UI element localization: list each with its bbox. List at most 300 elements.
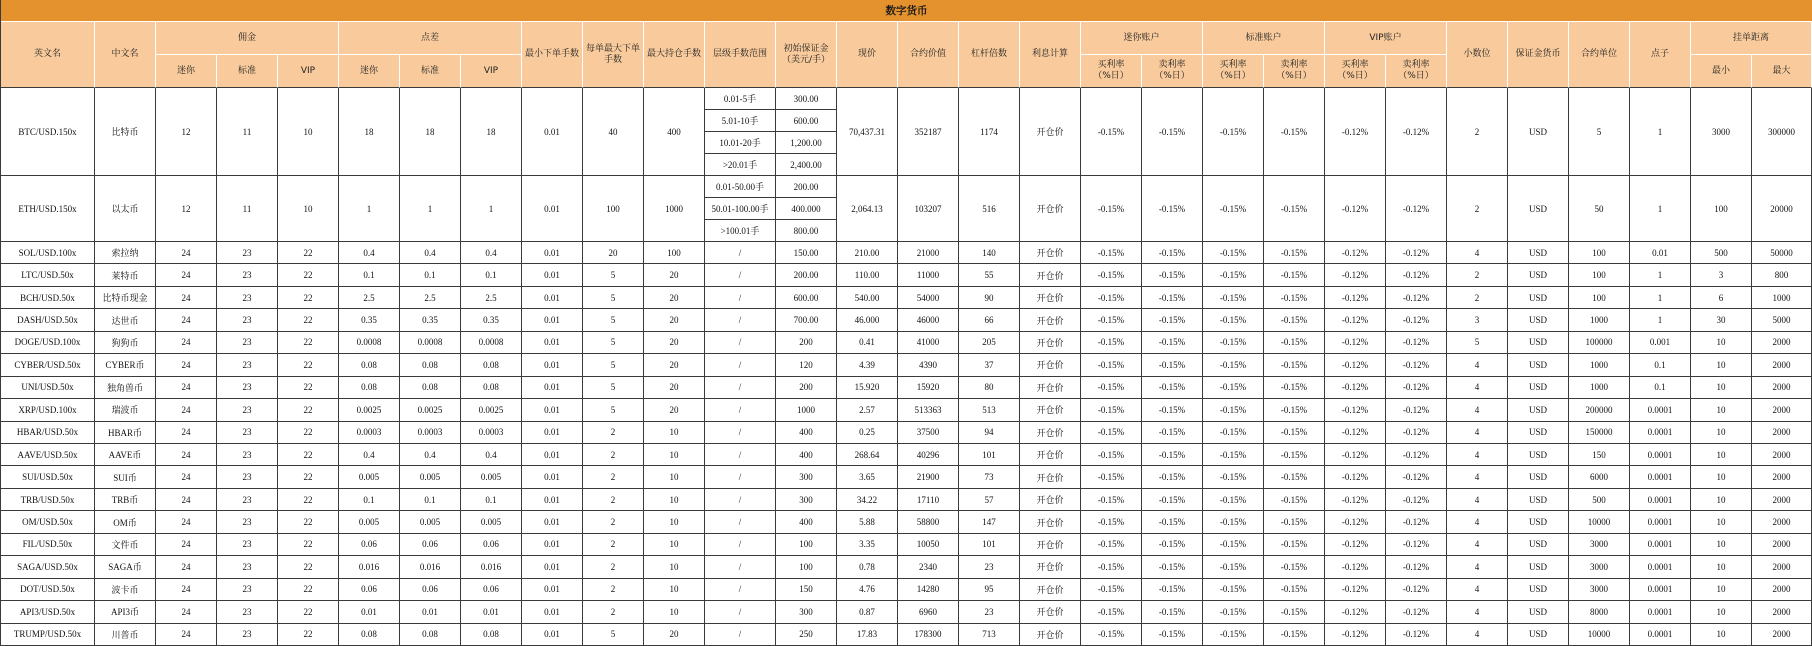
contract-value-cell: 14280 [898, 579, 959, 601]
commission-mini-cell: 24 [156, 242, 217, 264]
vip-sell-rate-cell: -0.12% [1386, 377, 1447, 399]
mini-sell-rate-cell: -0.15% [1142, 534, 1203, 556]
contract-value-cell: 40296 [898, 444, 959, 466]
initial-margin-cell: 250 [776, 624, 837, 646]
initial-margin-cell: 800.00 [776, 220, 837, 242]
interest-calc-cell: 开仓价 [1020, 466, 1081, 488]
symbol-cell: UNI/USD.50x [1, 377, 95, 399]
interest-calc-cell: 开仓价 [1020, 354, 1081, 376]
spread-standard-cell: 0.0008 [400, 332, 461, 354]
header-buy-rate-label: 买利率 [1219, 60, 1247, 71]
min-lots-cell: 0.01 [522, 466, 583, 488]
standard-buy-rate-cell: -0.15% [1203, 377, 1264, 399]
symbol-cell: FIL/USD.50x [1, 534, 95, 556]
max-position-cell: 10 [644, 556, 705, 578]
header-commission-standard: 标准 [217, 55, 278, 88]
vip-buy-rate-cell: -0.12% [1325, 287, 1386, 309]
mini-sell-rate-cell: -0.15% [1142, 579, 1203, 601]
spread-vip-cell: 0.005 [461, 466, 522, 488]
min-lots-cell: 0.01 [522, 534, 583, 556]
leverage-cell: 90 [959, 287, 1020, 309]
pip-cell: 0.0001 [1630, 466, 1691, 488]
symbol-cell: LTC/USD.50x [1, 264, 95, 286]
chinese-name-cell: 川普币 [95, 624, 156, 646]
tier-range-cell: / [705, 601, 776, 623]
mini-buy-rate-cell: -0.15% [1081, 264, 1142, 286]
chinese-name-cell: 独角兽币 [95, 377, 156, 399]
pending-min-cell: 10 [1691, 556, 1752, 578]
decimals-cell: 2 [1447, 287, 1508, 309]
standard-sell-rate-cell: -0.15% [1264, 466, 1325, 488]
spread-standard-cell: 0.08 [400, 624, 461, 646]
mini-buy-rate-cell: -0.15% [1081, 444, 1142, 466]
contract-unit-cell: 50 [1569, 176, 1630, 242]
standard-sell-rate-cell: -0.15% [1264, 176, 1325, 242]
interest-calc-cell: 开仓价 [1020, 511, 1081, 533]
standard-buy-rate-cell: -0.15% [1203, 242, 1264, 264]
commission-standard-cell: 23 [217, 354, 278, 376]
chinese-name-cell: 瑞波币 [95, 399, 156, 421]
interest-calc-cell: 开仓价 [1020, 489, 1081, 511]
max-position-cell: 10 [644, 422, 705, 444]
symbol-cell: TRB/USD.50x [1, 489, 95, 511]
symbol-cell: CYBER/USD.50x [1, 354, 95, 376]
spread-mini-cell: 0.005 [339, 511, 400, 533]
leverage-cell: 101 [959, 444, 1020, 466]
min-lots-cell: 0.01 [522, 579, 583, 601]
mini-sell-rate-cell: -0.15% [1142, 332, 1203, 354]
mini-buy-rate-cell: -0.15% [1081, 534, 1142, 556]
leverage-cell: 95 [959, 579, 1020, 601]
pip-cell: 0.0001 [1630, 579, 1691, 601]
initial-margin-cell: 300 [776, 466, 837, 488]
vip-sell-rate-cell: -0.12% [1386, 354, 1447, 376]
commission-standard-cell: 23 [217, 511, 278, 533]
decimals-cell: 4 [1447, 466, 1508, 488]
commission-standard-cell: 23 [217, 579, 278, 601]
chinese-name-cell: 达世币 [95, 309, 156, 331]
initial-margin-cell: 100 [776, 556, 837, 578]
vip-buy-rate-cell: -0.12% [1325, 579, 1386, 601]
contract-unit-cell: 100000 [1569, 332, 1630, 354]
max-position-cell: 1000 [644, 176, 705, 242]
mini-sell-rate-cell: -0.15% [1142, 511, 1203, 533]
tier-range-cell: / [705, 489, 776, 511]
spread-vip-cell: 0.08 [461, 354, 522, 376]
pending-min-cell: 10 [1691, 399, 1752, 421]
tier-range-cell: / [705, 399, 776, 421]
commission-vip-cell: 22 [278, 466, 339, 488]
vip-buy-rate-cell: -0.12% [1325, 399, 1386, 421]
max-position-cell: 20 [644, 332, 705, 354]
tier-range-cell: / [705, 579, 776, 601]
vip-sell-rate-cell: -0.12% [1386, 422, 1447, 444]
leverage-cell: 55 [959, 264, 1020, 286]
interest-calc-cell: 开仓价 [1020, 264, 1081, 286]
symbol-cell: SUI/USD.50x [1, 466, 95, 488]
symbol-cell: OM/USD.50x [1, 511, 95, 533]
standard-buy-rate-cell: -0.15% [1203, 287, 1264, 309]
header-sell-rate-label: 卖利率 [1158, 60, 1186, 71]
mini-sell-rate-cell: -0.15% [1142, 422, 1203, 444]
contract-value-cell: 41000 [898, 332, 959, 354]
mini-sell-rate-cell: -0.15% [1142, 287, 1203, 309]
vip-buy-rate-cell: -0.12% [1325, 377, 1386, 399]
symbol-cell: DOGE/USD.100x [1, 332, 95, 354]
standard-sell-rate-cell: -0.15% [1264, 534, 1325, 556]
chinese-name-cell: 比特币现金 [95, 287, 156, 309]
min-lots-cell: 0.01 [522, 264, 583, 286]
leverage-cell: 516 [959, 176, 1020, 242]
pip-cell: 0.0001 [1630, 399, 1691, 421]
vip-sell-rate-cell: -0.12% [1386, 88, 1447, 176]
initial-margin-cell: 100 [776, 534, 837, 556]
pending-min-cell: 10 [1691, 489, 1752, 511]
header-standard-buy-rate [1203, 55, 1264, 88]
margin-currency-cell: USD [1508, 354, 1569, 376]
mini-sell-rate-cell: -0.15% [1142, 466, 1203, 488]
commission-standard-cell: 23 [217, 264, 278, 286]
tier-range-cell: / [705, 377, 776, 399]
commission-standard-cell: 23 [217, 601, 278, 623]
max-position-cell: 20 [644, 377, 705, 399]
standard-sell-rate-cell: -0.15% [1264, 444, 1325, 466]
leverage-cell: 205 [959, 332, 1020, 354]
min-lots-cell: 0.01 [522, 422, 583, 444]
margin-currency-cell: USD [1508, 579, 1569, 601]
spread-standard-cell: 0.1 [400, 489, 461, 511]
leverage-cell: 37 [959, 354, 1020, 376]
header-rate-unit: （%日） [1398, 71, 1434, 81]
header-rate-unit: （%日） [1337, 71, 1373, 81]
vip-sell-rate-cell: -0.12% [1386, 309, 1447, 331]
min-lots-cell: 0.01 [522, 176, 583, 242]
commission-vip-cell: 22 [278, 332, 339, 354]
standard-sell-rate-cell: -0.15% [1264, 309, 1325, 331]
commission-mini-cell: 24 [156, 466, 217, 488]
margin-currency-cell: USD [1508, 242, 1569, 264]
contract-unit-cell: 150 [1569, 444, 1630, 466]
contract-value-cell: 21000 [898, 242, 959, 264]
symbol-cell: HBAR/USD.50x [1, 422, 95, 444]
commission-vip-cell: 10 [278, 176, 339, 242]
decimals-cell: 4 [1447, 579, 1508, 601]
decimals-cell: 4 [1447, 444, 1508, 466]
pending-max-cell: 800 [1752, 264, 1812, 286]
contract-unit-cell: 8000 [1569, 601, 1630, 623]
pip-cell: 0.01 [1630, 242, 1691, 264]
symbol-cell: AAVE/USD.50x [1, 444, 95, 466]
spread-standard-cell: 0.005 [400, 466, 461, 488]
header-vip-sell-rate [1386, 55, 1447, 88]
max-per-order-cell: 2 [583, 444, 644, 466]
tier-range-cell: / [705, 422, 776, 444]
interest-calc-cell: 开仓价 [1020, 556, 1081, 578]
interest-calc-cell: 开仓价 [1020, 601, 1081, 623]
pip-cell: 0.0001 [1630, 489, 1691, 511]
price-cell: 2,064.13 [837, 176, 898, 242]
mini-buy-rate-cell: -0.15% [1081, 242, 1142, 264]
decimals-cell: 2 [1447, 176, 1508, 242]
pending-min-cell: 10 [1691, 377, 1752, 399]
max-per-order-cell: 2 [583, 511, 644, 533]
vip-sell-rate-cell: -0.12% [1386, 242, 1447, 264]
pip-cell: 1 [1630, 309, 1691, 331]
tier-range-cell: / [705, 466, 776, 488]
header-leverage: 杠杆倍数 [959, 22, 1020, 88]
contract-value-cell: 17110 [898, 489, 959, 511]
spread-standard-cell: 1 [400, 176, 461, 242]
vip-buy-rate-cell: -0.12% [1325, 444, 1386, 466]
max-per-order-cell: 5 [583, 287, 644, 309]
mini-buy-rate-cell: -0.15% [1081, 511, 1142, 533]
pending-max-cell: 5000 [1752, 309, 1812, 331]
symbol-cell: SAGA/USD.50x [1, 556, 95, 578]
price-cell: 0.25 [837, 422, 898, 444]
min-lots-cell: 0.01 [522, 309, 583, 331]
interest-calc-cell: 开仓价 [1020, 377, 1081, 399]
max-per-order-cell: 100 [583, 176, 644, 242]
max-position-cell: 20 [644, 309, 705, 331]
vip-buy-rate-cell: -0.12% [1325, 534, 1386, 556]
header-min-lots: 最小下单手数 [522, 22, 583, 88]
initial-margin-cell: 600.00 [776, 110, 837, 132]
pending-max-cell: 300000 [1752, 88, 1812, 176]
pending-max-cell: 50000 [1752, 242, 1812, 264]
header-english-name: 英文名 [1, 22, 95, 88]
initial-margin-cell: 2,400.00 [776, 154, 837, 176]
contract-unit-cell: 3000 [1569, 556, 1630, 578]
standard-sell-rate-cell: -0.15% [1264, 624, 1325, 646]
price-cell: 2.57 [837, 399, 898, 421]
standard-sell-rate-cell: -0.15% [1264, 556, 1325, 578]
spread-standard-cell: 0.01 [400, 601, 461, 623]
header-max-per-order: 每单最大下单手数 [583, 22, 644, 88]
pending-min-cell: 10 [1691, 466, 1752, 488]
pip-cell: 0.0001 [1630, 556, 1691, 578]
standard-buy-rate-cell: -0.15% [1203, 88, 1264, 176]
spread-standard-cell: 0.4 [400, 444, 461, 466]
contract-value-cell: 46000 [898, 309, 959, 331]
vip-buy-rate-cell: -0.12% [1325, 242, 1386, 264]
initial-margin-cell: 300 [776, 601, 837, 623]
header-vip-account: VIP账户 [1325, 22, 1447, 55]
chinese-name-cell: AAVE币 [95, 444, 156, 466]
contract-unit-cell: 3000 [1569, 534, 1630, 556]
leverage-cell: 513 [959, 399, 1020, 421]
commission-vip-cell: 22 [278, 444, 339, 466]
commission-mini-cell: 24 [156, 624, 217, 646]
header-rate-unit: （%日） [1276, 71, 1312, 81]
commission-vip-cell: 22 [278, 556, 339, 578]
spread-standard-cell: 0.35 [400, 309, 461, 331]
vip-sell-rate-cell: -0.12% [1386, 466, 1447, 488]
chinese-name-cell: OM币 [95, 511, 156, 533]
vip-buy-rate-cell: -0.12% [1325, 466, 1386, 488]
price-cell: 34.22 [837, 489, 898, 511]
pending-max-cell: 2000 [1752, 466, 1812, 488]
header-pip: 点子 [1630, 22, 1691, 88]
decimals-cell: 4 [1447, 399, 1508, 421]
margin-currency-cell: USD [1508, 444, 1569, 466]
spread-vip-cell: 0.08 [461, 377, 522, 399]
initial-margin-cell: 400 [776, 511, 837, 533]
symbol-cell: XRP/USD.100x [1, 399, 95, 421]
initial-margin-cell: 120 [776, 354, 837, 376]
min-lots-cell: 0.01 [522, 601, 583, 623]
contract-value-cell: 10050 [898, 534, 959, 556]
spread-mini-cell: 0.0025 [339, 399, 400, 421]
commission-vip-cell: 22 [278, 601, 339, 623]
contract-value-cell: 103207 [898, 176, 959, 242]
header-pending-min: 最小 [1691, 55, 1752, 88]
price-cell: 4.39 [837, 354, 898, 376]
contract-value-cell: 21900 [898, 466, 959, 488]
price-cell: 0.87 [837, 601, 898, 623]
pip-cell: 1 [1630, 88, 1691, 176]
contract-unit-cell: 10000 [1569, 511, 1630, 533]
price-cell: 46.000 [837, 309, 898, 331]
max-per-order-cell: 2 [583, 556, 644, 578]
contract-unit-cell: 1000 [1569, 354, 1630, 376]
leverage-cell: 73 [959, 466, 1020, 488]
leverage-cell: 23 [959, 556, 1020, 578]
standard-sell-rate-cell: -0.15% [1264, 264, 1325, 286]
commission-mini-cell: 24 [156, 399, 217, 421]
standard-sell-rate-cell: -0.15% [1264, 354, 1325, 376]
spread-standard-cell: 0.1 [400, 264, 461, 286]
price-cell: 110.00 [837, 264, 898, 286]
header-rate-unit: （%日） [1215, 71, 1251, 81]
contract-value-cell: 6960 [898, 601, 959, 623]
symbol-cell: SOL/USD.100x [1, 242, 95, 264]
commission-vip-cell: 22 [278, 242, 339, 264]
mini-sell-rate-cell: -0.15% [1142, 88, 1203, 176]
initial-margin-cell: 400 [776, 444, 837, 466]
pending-min-cell: 100 [1691, 176, 1752, 242]
spread-vip-cell: 0.0003 [461, 422, 522, 444]
header-commission-vip: VIP [278, 55, 339, 88]
chinese-name-cell: API3币 [95, 601, 156, 623]
tier-range-cell: / [705, 624, 776, 646]
price-cell: 15.920 [837, 377, 898, 399]
pending-max-cell: 2000 [1752, 556, 1812, 578]
spread-standard-cell: 0.4 [400, 242, 461, 264]
commission-mini-cell: 24 [156, 309, 217, 331]
interest-calc-cell: 开仓价 [1020, 242, 1081, 264]
header-buy-rate-label: 买利率 [1341, 60, 1369, 71]
tier-range-cell: 0.01-5手 [705, 88, 776, 110]
mini-sell-rate-cell: -0.15% [1142, 309, 1203, 331]
symbol-cell: API3/USD.50x [1, 601, 95, 623]
commission-vip-cell: 22 [278, 377, 339, 399]
chinese-name-cell: HBAR币 [95, 422, 156, 444]
mini-sell-rate-cell: -0.15% [1142, 399, 1203, 421]
spread-vip-cell: 0.005 [461, 511, 522, 533]
vip-buy-rate-cell: -0.12% [1325, 511, 1386, 533]
price-cell: 17.83 [837, 624, 898, 646]
max-per-order-cell: 40 [583, 88, 644, 176]
initial-margin-cell: 400 [776, 422, 837, 444]
header-pending-distance: 挂单距离 [1691, 22, 1812, 55]
initial-margin-cell: 200 [776, 332, 837, 354]
standard-buy-rate-cell: -0.15% [1203, 556, 1264, 578]
mini-buy-rate-cell: -0.15% [1081, 466, 1142, 488]
tier-range-cell: / [705, 287, 776, 309]
min-lots-cell: 0.01 [522, 444, 583, 466]
header-sell-rate-label: 卖利率 [1402, 60, 1430, 71]
spread-mini-cell: 0.01 [339, 601, 400, 623]
pending-max-cell: 2000 [1752, 489, 1812, 511]
decimals-cell: 4 [1447, 511, 1508, 533]
max-position-cell: 10 [644, 601, 705, 623]
spread-vip-cell: 0.06 [461, 579, 522, 601]
vip-buy-rate-cell: -0.12% [1325, 624, 1386, 646]
standard-buy-rate-cell: -0.15% [1203, 399, 1264, 421]
max-per-order-cell: 2 [583, 422, 644, 444]
contract-value-cell: 15920 [898, 377, 959, 399]
spread-vip-cell: 0.06 [461, 534, 522, 556]
vip-sell-rate-cell: -0.12% [1386, 489, 1447, 511]
commission-standard-cell: 23 [217, 332, 278, 354]
mini-sell-rate-cell: -0.15% [1142, 556, 1203, 578]
standard-buy-rate-cell: -0.15% [1203, 422, 1264, 444]
spread-vip-cell: 0.4 [461, 444, 522, 466]
price-cell: 3.35 [837, 534, 898, 556]
tier-range-cell: / [705, 354, 776, 376]
max-position-cell: 20 [644, 624, 705, 646]
leverage-cell: 713 [959, 624, 1020, 646]
spread-mini-cell: 0.4 [339, 242, 400, 264]
commission-vip-cell: 22 [278, 354, 339, 376]
commission-standard-cell: 23 [217, 309, 278, 331]
spread-mini-cell: 0.005 [339, 466, 400, 488]
decimals-cell: 3 [1447, 309, 1508, 331]
margin-currency-cell: USD [1508, 399, 1569, 421]
standard-buy-rate-cell: -0.15% [1203, 534, 1264, 556]
spread-mini-cell: 0.06 [339, 579, 400, 601]
contract-value-cell: 178300 [898, 624, 959, 646]
commission-vip-cell: 22 [278, 511, 339, 533]
spread-standard-cell: 2.5 [400, 287, 461, 309]
spread-standard-cell: 0.08 [400, 354, 461, 376]
chinese-name-cell: CYBER币 [95, 354, 156, 376]
pending-min-cell: 3 [1691, 264, 1752, 286]
symbol-cell: BTC/USD.150x [1, 88, 95, 176]
header-commission: 佣金 [156, 22, 339, 55]
contract-value-cell: 54000 [898, 287, 959, 309]
contract-unit-cell: 100 [1569, 287, 1630, 309]
standard-sell-rate-cell: -0.15% [1264, 601, 1325, 623]
initial-margin-cell: 300 [776, 489, 837, 511]
spread-standard-cell: 0.06 [400, 579, 461, 601]
pending-min-cell: 10 [1691, 354, 1752, 376]
max-position-cell: 10 [644, 466, 705, 488]
margin-currency-cell: USD [1508, 534, 1569, 556]
price-cell: 3.65 [837, 466, 898, 488]
initial-margin-cell: 300.00 [776, 88, 837, 110]
mini-buy-rate-cell: -0.15% [1081, 309, 1142, 331]
mini-buy-rate-cell: -0.15% [1081, 399, 1142, 421]
pending-min-cell: 10 [1691, 579, 1752, 601]
mini-sell-rate-cell: -0.15% [1142, 354, 1203, 376]
spread-vip-cell: 0.0008 [461, 332, 522, 354]
price-cell: 4.76 [837, 579, 898, 601]
initial-margin-cell: 1,200.00 [776, 132, 837, 154]
contract-unit-cell: 5 [1569, 88, 1630, 176]
pip-cell: 1 [1630, 287, 1691, 309]
standard-buy-rate-cell: -0.15% [1203, 511, 1264, 533]
